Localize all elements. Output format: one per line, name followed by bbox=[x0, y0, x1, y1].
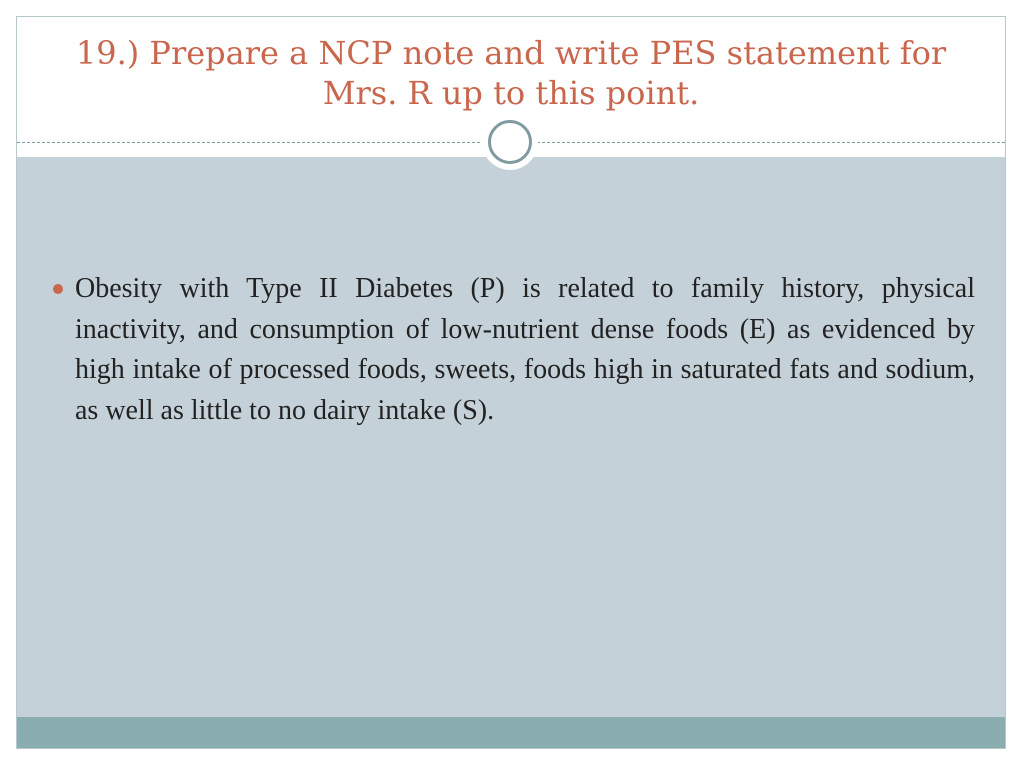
footer-band bbox=[17, 717, 1005, 749]
circle-ring-inner bbox=[488, 120, 532, 164]
slide bbox=[16, 16, 1006, 749]
bullet-dot-icon bbox=[53, 284, 63, 294]
bullet-text: Obesity with Type II Diabetes (P) is related to family history, physical inactivity, and consumption of low-nutrient dense foods (E) as evidenced by high intake of processed foods, sweets, foods high in saturated fats and sodium, as well as little to no dairy intake (S). bbox=[75, 273, 975, 426]
circle-ring-icon bbox=[482, 114, 538, 170]
bullet-item bbox=[53, 269, 975, 431]
slide-title: 19.) Prepare a NCP note and write PES statement for Mrs. R up to this point. bbox=[75, 34, 947, 112]
content-area bbox=[17, 157, 1005, 717]
